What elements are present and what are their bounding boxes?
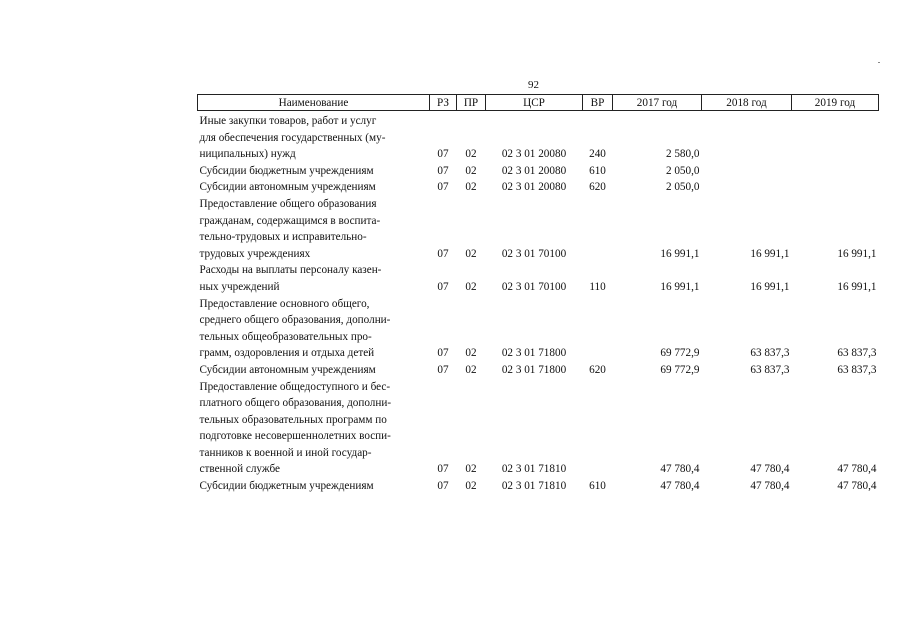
budget-table bbox=[197, 94, 879, 495]
cell-2017: 47 780,4 bbox=[660, 480, 700, 493]
cell-vr: 620 bbox=[589, 181, 606, 194]
name-line: Предоставление общедоступного и бес- bbox=[199, 380, 391, 393]
cell-name bbox=[198, 362, 430, 379]
name-line: тельных общеобразовательных про- bbox=[199, 330, 372, 343]
cell-csr: 02 3 01 70100 bbox=[501, 280, 567, 293]
name-line: подготовке несовершеннолетних воспи- bbox=[199, 430, 391, 443]
table-row bbox=[198, 179, 879, 196]
cell-vr: 610 bbox=[589, 480, 606, 493]
name-line: платного общего образования, дополни- bbox=[199, 397, 392, 410]
cell-pr: 02 bbox=[465, 148, 477, 161]
table-row bbox=[198, 296, 879, 362]
cell-rz: 07 bbox=[437, 148, 449, 161]
cell-csr: 02 3 01 20080 bbox=[501, 181, 567, 194]
name-line: Субсидии автономным учреждениям bbox=[199, 181, 376, 194]
cell-pr: 02 bbox=[465, 463, 477, 476]
cell-pr: 02 bbox=[465, 363, 477, 376]
table-body bbox=[198, 111, 879, 495]
table-row bbox=[198, 379, 879, 479]
cell-rz: 07 bbox=[437, 181, 449, 194]
cell-2017: 16 991,1 bbox=[660, 280, 700, 293]
cell-2019: 47 780,4 bbox=[837, 463, 877, 476]
cell-name bbox=[198, 296, 430, 362]
page-number: 92 bbox=[528, 79, 539, 91]
cell-vr: 610 bbox=[589, 164, 606, 177]
cell-2018: 16 991,1 bbox=[750, 247, 790, 260]
header-name: Наименование bbox=[198, 95, 430, 111]
name-line: гражданам, содержащимся в воспита- bbox=[199, 214, 381, 227]
name-line: Расходы на выплаты персоналу казен- bbox=[199, 264, 382, 277]
cell-rz: 07 bbox=[437, 463, 449, 476]
cell-name bbox=[198, 262, 430, 295]
cell-2019: 47 780,4 bbox=[837, 480, 877, 493]
cell-csr: 02 3 01 70100 bbox=[501, 247, 567, 260]
header-rz: РЗ bbox=[430, 95, 457, 111]
header-csr: ЦСР bbox=[486, 95, 583, 111]
name-line: Субсидии бюджетным учреждениям bbox=[199, 480, 374, 493]
cell-csr: 02 3 01 20080 bbox=[501, 148, 567, 161]
name-line: Предоставление общего образования bbox=[199, 197, 377, 210]
cell-csr: 02 3 01 71800 bbox=[501, 347, 567, 360]
header-vr: ВР bbox=[583, 95, 613, 111]
name-line: танников к военной и иной государ- bbox=[199, 446, 372, 459]
cell-2019 bbox=[792, 179, 879, 196]
cell-rz: 07 bbox=[437, 347, 449, 360]
cell-name bbox=[198, 478, 430, 495]
cell-pr: 02 bbox=[465, 280, 477, 293]
name-line: для обеспечения государственных (му- bbox=[199, 131, 386, 144]
cell-vr: 620 bbox=[589, 363, 606, 376]
cell-2019: 16 991,1 bbox=[837, 280, 877, 293]
cell-pr: 02 bbox=[465, 181, 477, 194]
table-row bbox=[198, 478, 879, 495]
header-2019: 2019 год bbox=[792, 95, 879, 111]
cell-csr: 02 3 01 71800 bbox=[501, 363, 567, 376]
table-header-row bbox=[198, 95, 879, 111]
cell-2017: 69 772,9 bbox=[660, 363, 700, 376]
table-row bbox=[198, 196, 879, 262]
cell-name bbox=[198, 196, 430, 262]
cell-rz: 07 bbox=[437, 247, 449, 260]
cell-2018 bbox=[702, 111, 792, 163]
cell-name bbox=[198, 379, 430, 479]
name-line: тельных образовательных программ по bbox=[199, 413, 387, 426]
cell-2018 bbox=[702, 163, 792, 180]
cell-2019: 16 991,1 bbox=[837, 247, 877, 260]
cell-vr bbox=[583, 196, 613, 262]
header-pr: ПР bbox=[457, 95, 486, 111]
cell-2019 bbox=[792, 111, 879, 163]
cell-rz: 07 bbox=[437, 164, 449, 177]
cell-2018: 16 991,1 bbox=[750, 280, 790, 293]
cell-vr bbox=[583, 296, 613, 362]
name-line: ных учреждений bbox=[199, 280, 280, 293]
name-line: тельно-трудовых и исправительно- bbox=[199, 231, 367, 244]
cell-2019: 63 837,3 bbox=[837, 363, 877, 376]
name-line: Субсидии автономным учреждениям bbox=[199, 363, 376, 376]
name-line: ниципальных) нужд bbox=[199, 148, 296, 161]
cell-2017: 2 050,0 bbox=[665, 181, 700, 194]
name-line: Предоставление основного общего, bbox=[199, 297, 370, 310]
cell-rz: 07 bbox=[437, 280, 449, 293]
cell-csr: 02 3 01 71810 bbox=[501, 463, 567, 476]
name-line: грамм, оздоровления и отдыха детей bbox=[199, 347, 375, 360]
table-row bbox=[198, 262, 879, 295]
cell-pr: 02 bbox=[465, 247, 477, 260]
scan-speck bbox=[878, 62, 880, 63]
cell-2018 bbox=[702, 179, 792, 196]
cell-2019: 63 837,3 bbox=[837, 347, 877, 360]
cell-rz: 07 bbox=[437, 480, 449, 493]
name-line: Иные закупки товаров, работ и услуг bbox=[199, 115, 377, 127]
cell-2017: 2 050,0 bbox=[665, 164, 700, 177]
cell-2018: 47 780,4 bbox=[750, 463, 790, 476]
cell-pr: 02 bbox=[465, 480, 477, 493]
cell-pr: 02 bbox=[465, 164, 477, 177]
table-row bbox=[198, 163, 879, 180]
cell-2017: 2 580,0 bbox=[665, 148, 700, 161]
cell-2019 bbox=[792, 163, 879, 180]
cell-vr: 110 bbox=[589, 280, 606, 293]
cell-2018: 63 837,3 bbox=[750, 363, 790, 376]
table-row bbox=[198, 362, 879, 379]
name-line: среднего общего образования, дополни- bbox=[199, 314, 391, 327]
name-line: ственной службе bbox=[199, 463, 280, 476]
cell-2017: 47 780,4 bbox=[660, 463, 700, 476]
table-row bbox=[198, 111, 879, 163]
cell-2018: 47 780,4 bbox=[750, 480, 790, 493]
cell-rz: 07 bbox=[437, 363, 449, 376]
cell-2017: 16 991,1 bbox=[660, 247, 700, 260]
cell-2018: 63 837,3 bbox=[750, 347, 790, 360]
cell-name bbox=[198, 179, 430, 196]
cell-name bbox=[198, 163, 430, 180]
cell-vr: 240 bbox=[589, 148, 606, 161]
header-2018: 2018 год bbox=[702, 95, 792, 111]
name-line: Субсидии бюджетным учреждениям bbox=[199, 164, 374, 177]
header-2017: 2017 год bbox=[613, 95, 702, 111]
cell-vr bbox=[583, 379, 613, 479]
cell-csr: 02 3 01 20080 bbox=[501, 164, 567, 177]
cell-2017: 69 772,9 bbox=[660, 347, 700, 360]
cell-name bbox=[198, 111, 430, 163]
name-line: трудовых учреждениях bbox=[199, 247, 311, 260]
cell-pr: 02 bbox=[465, 347, 477, 360]
cell-csr: 02 3 01 71810 bbox=[501, 480, 567, 493]
